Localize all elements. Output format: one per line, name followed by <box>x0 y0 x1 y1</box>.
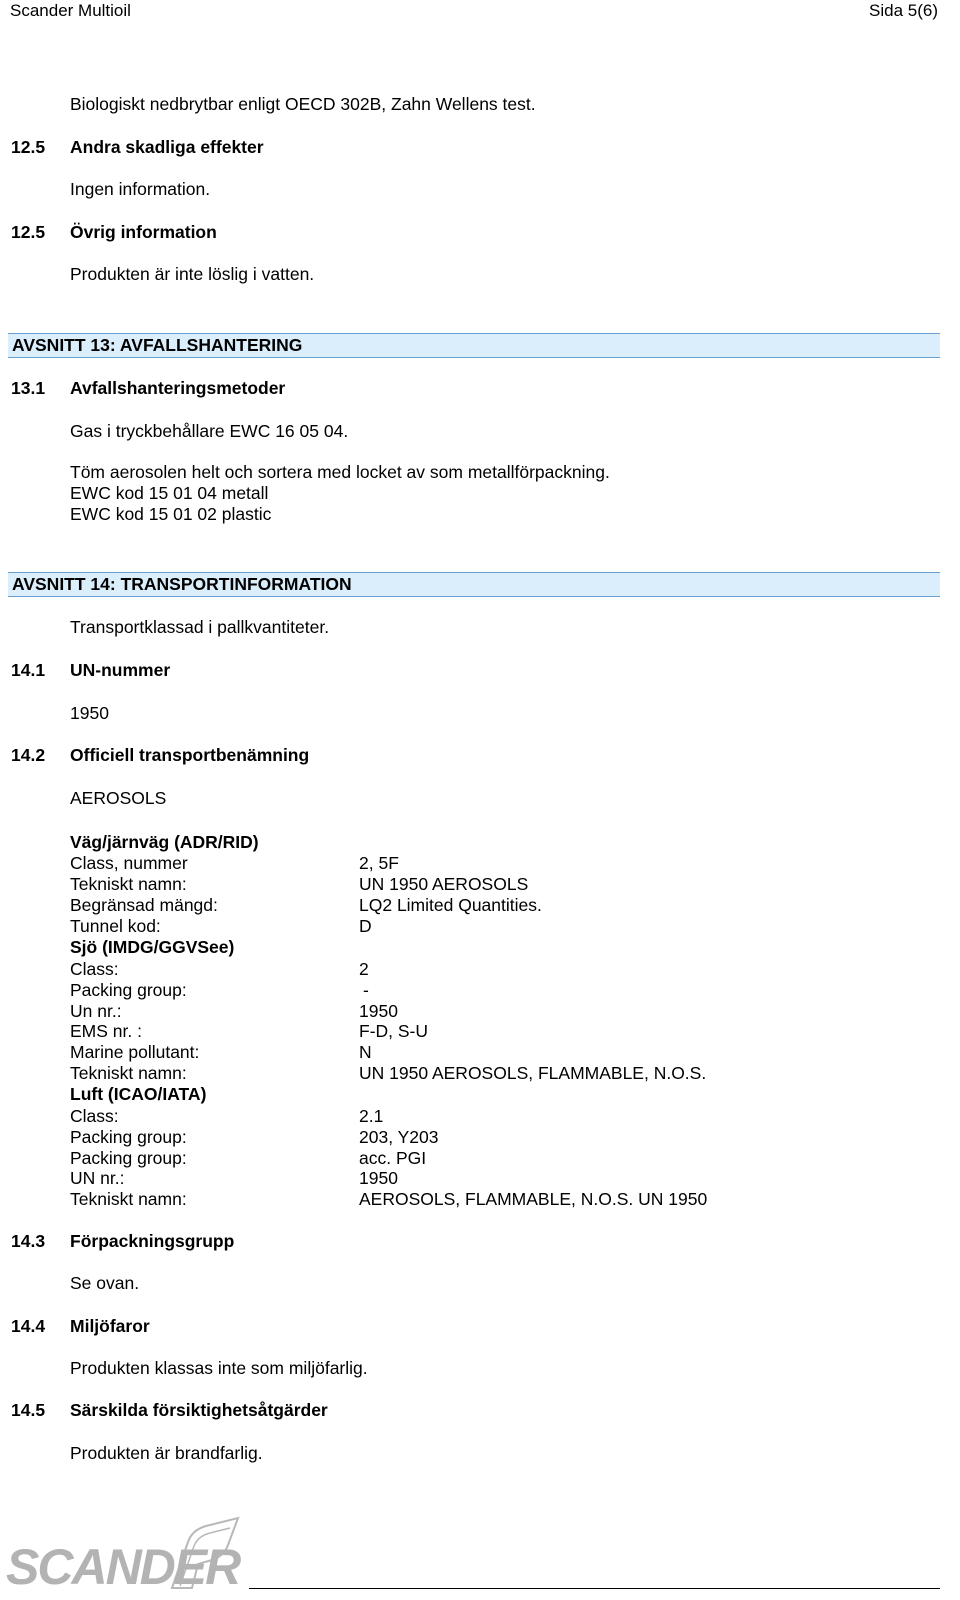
subsection-title: Förpackningsgrupp <box>70 1231 235 1251</box>
adr-value: UN 1950 AEROSOLS <box>359 874 529 894</box>
subsection-number: 14.3 <box>11 1231 46 1251</box>
svg-text:SCANDER: SCANDER <box>6 1539 240 1595</box>
subsection-text: Produkten är brandfarlig. <box>70 1443 263 1463</box>
icao-heading: Luft (ICAO/IATA) <box>70 1084 207 1104</box>
biodegradability-text: Biologiskt nedbrytbar enligt OECD 302B, Zahn Wellens test. <box>70 94 536 114</box>
subsection-title: Miljöfaror <box>70 1316 150 1336</box>
adr-heading: Väg/järnväg (ADR/RID) <box>70 832 259 852</box>
imdg-value: N <box>359 1042 372 1062</box>
subsection-title: Avfallshanteringsmetoder <box>70 378 286 398</box>
adr-value: LQ2 Limited Quantities. <box>359 895 542 915</box>
subsection-number: 14.2 <box>11 745 46 765</box>
waste-text: Töm aerosolen helt och sortera med locket av som metallförpackning. <box>70 462 610 482</box>
subsection-text: Produkten klassas inte som miljöfarlig. <box>70 1358 368 1378</box>
imdg-key: Class: <box>70 959 119 979</box>
document-title: Scander Multioil <box>10 1 131 20</box>
transport-intro: Transportklassad i pallkvantiteter. <box>70 617 330 637</box>
adr-value: D <box>359 916 372 936</box>
imdg-value: 1950 <box>359 1001 398 1021</box>
subsection-title: Andra skadliga effekter <box>70 137 264 157</box>
un-number-value: 1950 <box>70 703 109 723</box>
icao-key: Class: <box>70 1106 119 1126</box>
imdg-value: UN 1950 AEROSOLS, FLAMMABLE, N.O.S. <box>359 1063 707 1083</box>
subsection-title: Officiell transportbenämning <box>70 745 310 765</box>
waste-text: EWC kod 15 01 02 plastic <box>70 504 272 524</box>
icao-value: 2.1 <box>359 1106 384 1126</box>
shipping-name-value: AEROSOLS <box>70 788 167 808</box>
icao-key: Tekniskt namn: <box>70 1189 187 1209</box>
imdg-value: F-D, S-U <box>359 1021 429 1041</box>
section-title: AVSNITT 13: AVFALLSHANTERING <box>12 335 303 355</box>
section-title: AVSNITT 14: TRANSPORTINFORMATION <box>12 574 352 594</box>
footer-rule <box>249 1588 940 1589</box>
subsection-text: Ingen information. <box>70 179 211 199</box>
subsection-number: 14.1 <box>11 660 46 680</box>
subsection-text: Produkten är inte löslig i vatten. <box>70 264 315 284</box>
imdg-key: Un nr.: <box>70 1001 122 1021</box>
subsection-text: Se ovan. <box>70 1273 140 1293</box>
scander-logo <box>2 1500 242 1600</box>
subsection-number: 14.5 <box>11 1400 46 1420</box>
icao-key: Packing group: <box>70 1148 187 1168</box>
section-14-header <box>8 572 940 597</box>
page-number: Sida 5(6) <box>869 1 938 20</box>
icao-value: AEROSOLS, FLAMMABLE, N.O.S. UN 1950 <box>359 1189 708 1209</box>
subsection-title: Övrig information <box>70 222 217 242</box>
adr-value: 2, 5F <box>359 853 399 873</box>
adr-key: Tunnel kod: <box>70 916 161 936</box>
subsection-number: 14.4 <box>11 1316 46 1336</box>
waste-text: EWC kod 15 01 04 metall <box>70 483 269 503</box>
subsection-title: Särskilda försiktighetsåtgärder <box>70 1400 328 1420</box>
subsection-number: 12.5 <box>11 222 46 242</box>
imdg-heading: Sjö (IMDG/GGVSee) <box>70 937 235 957</box>
icao-value: 1950 <box>359 1168 398 1188</box>
subsection-number: 13.1 <box>11 378 46 398</box>
imdg-key: Packing group: <box>70 980 187 1000</box>
icao-value: acc. PGI <box>359 1148 427 1168</box>
subsection-title: UN-nummer <box>70 660 171 680</box>
adr-key: Begränsad mängd: <box>70 895 218 915</box>
imdg-key: EMS nr. : <box>70 1021 142 1041</box>
imdg-key: Marine pollutant: <box>70 1042 200 1062</box>
imdg-key: Tekniskt namn: <box>70 1063 187 1083</box>
waste-text: Gas i tryckbehållare EWC 16 05 04. <box>70 421 349 441</box>
imdg-value: - <box>363 980 369 1000</box>
subsection-number: 12.5 <box>11 137 46 157</box>
icao-key: Packing group: <box>70 1127 187 1147</box>
adr-key: Tekniskt namn: <box>70 874 187 894</box>
icao-value: 203, Y203 <box>359 1127 439 1147</box>
icao-key: UN nr.: <box>70 1168 125 1188</box>
section-13-header <box>8 333 940 358</box>
adr-key: Class, nummer <box>70 853 188 873</box>
imdg-value: 2 <box>359 959 369 979</box>
